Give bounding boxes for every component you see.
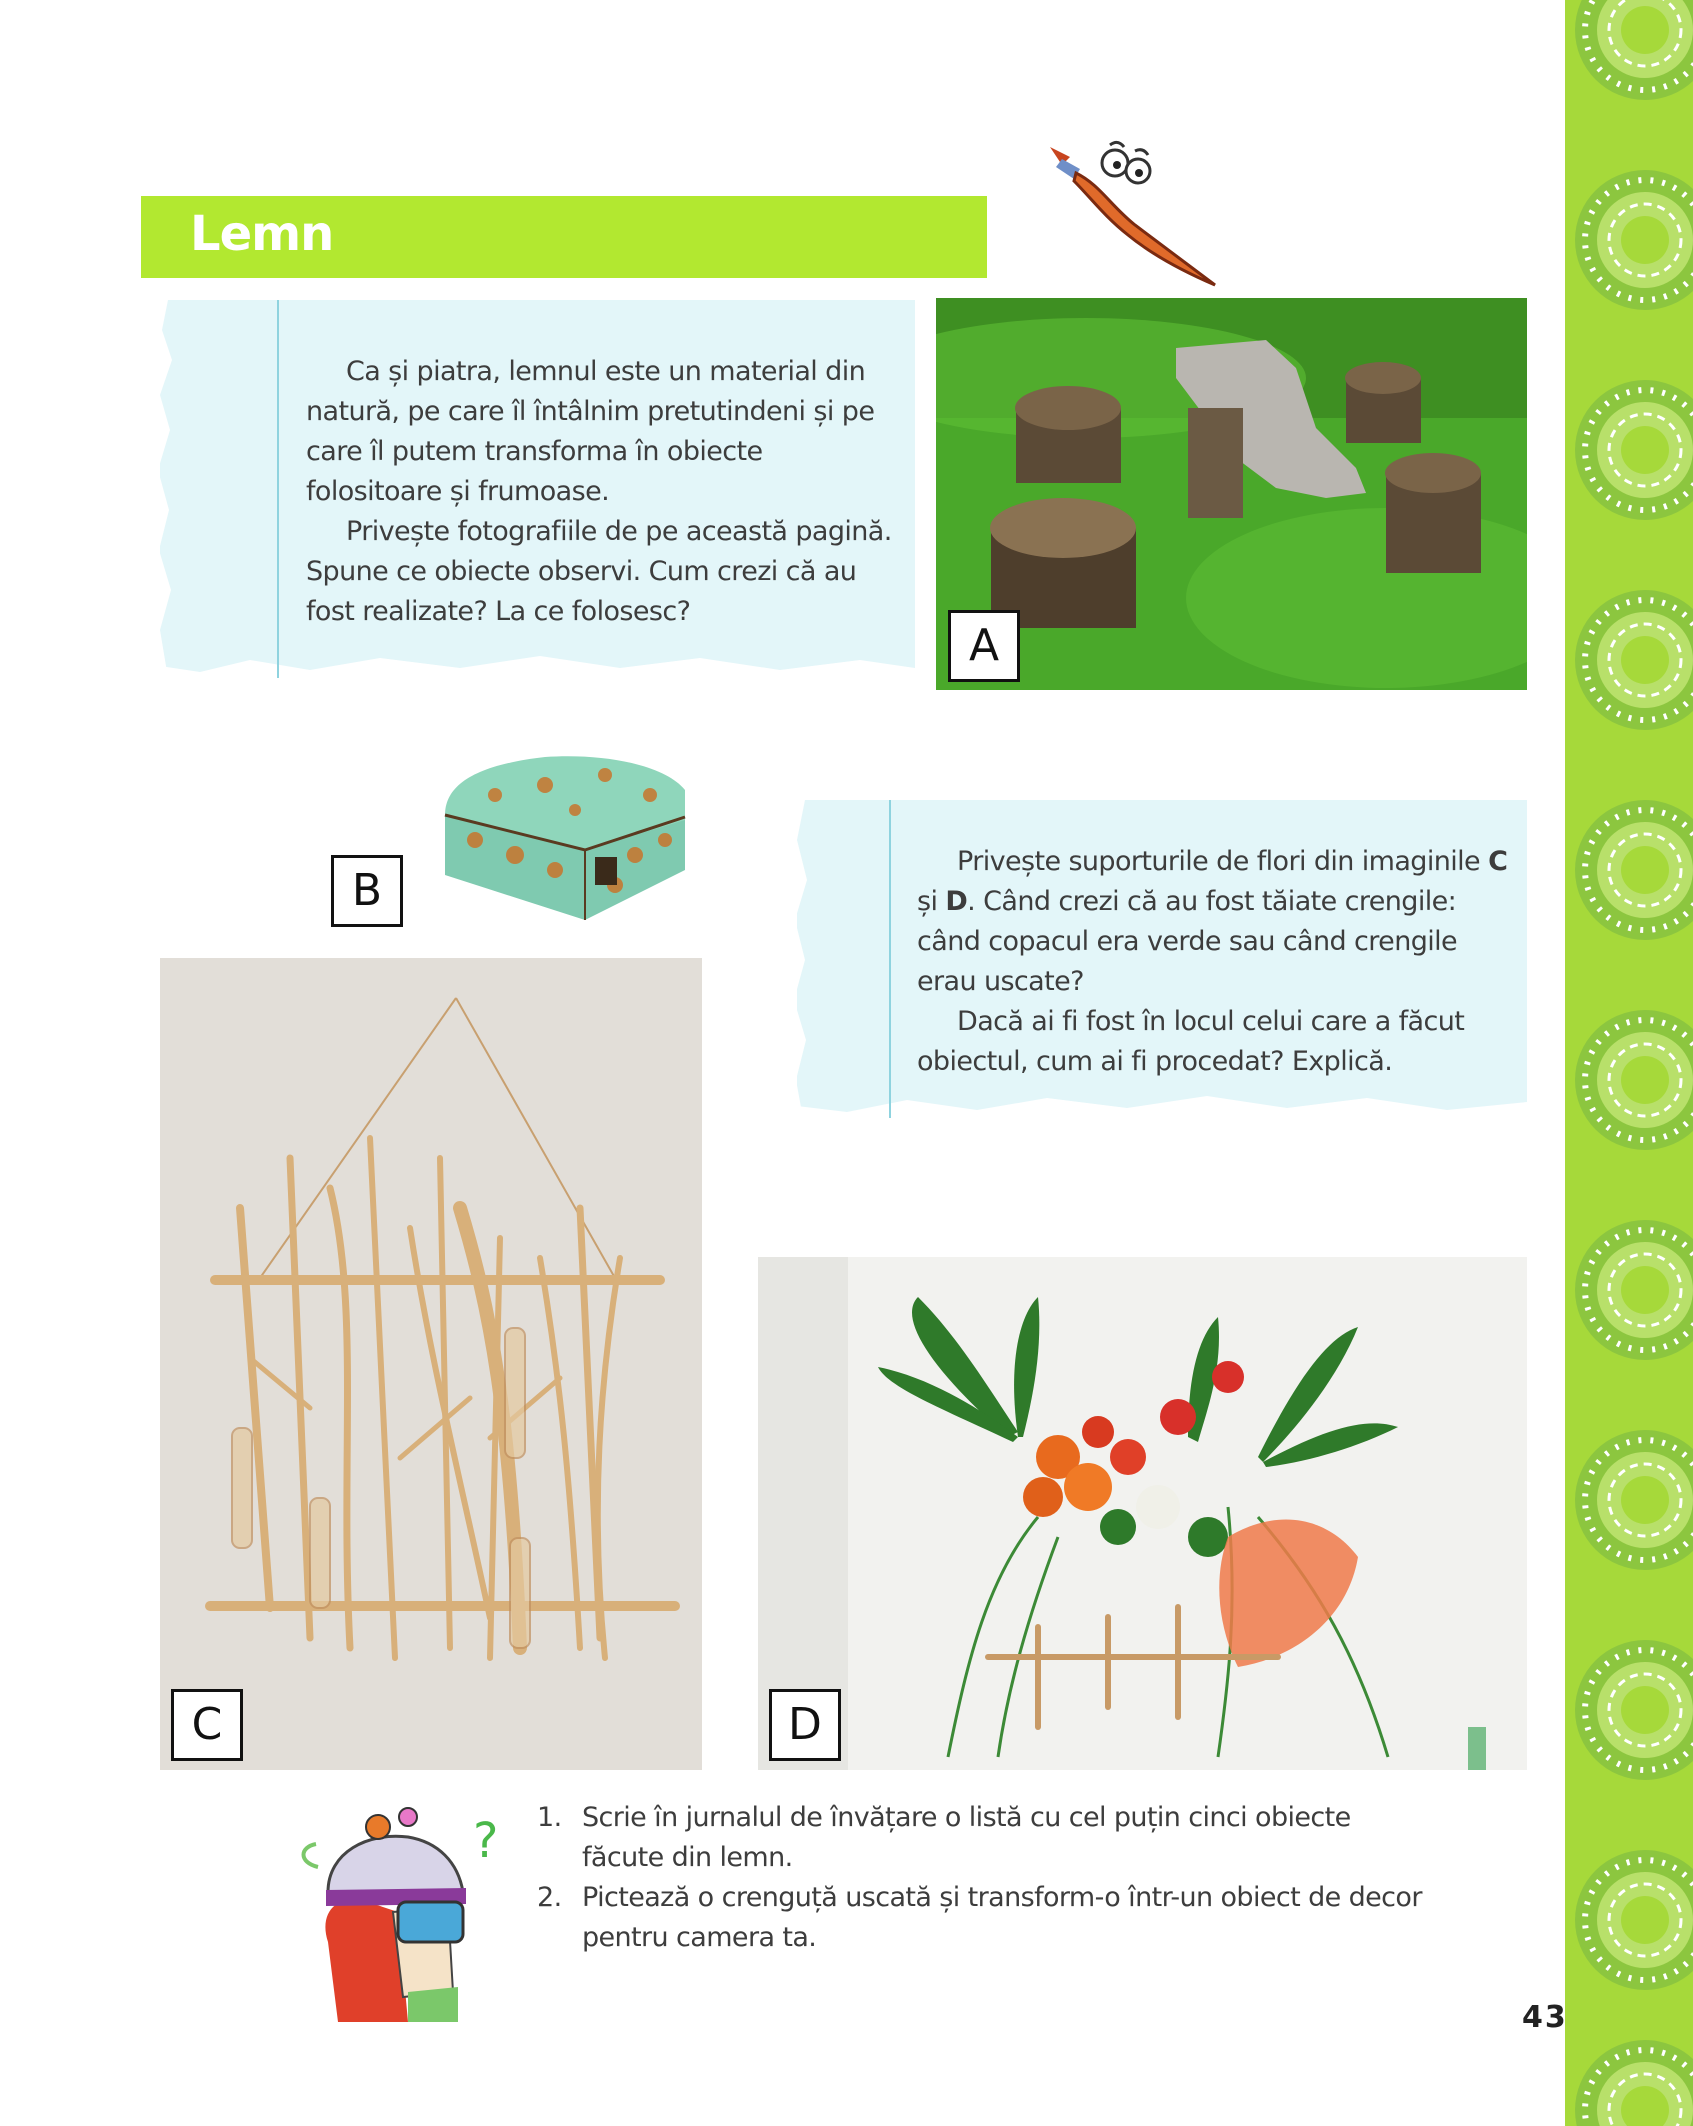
label-d: D [769, 1689, 841, 1761]
intro-paragraph-1: Ca și piatra, lemnul este un material din natură, pe care îl întâlnim pretutindeni și pe care îl putem transforma în obiecte folositoare și frumoase. [306, 356, 875, 507]
task-list [537, 1798, 1437, 1958]
torn-bottom-edge-decoration [797, 1090, 1527, 1118]
question-note-box [797, 800, 1527, 1118]
margin-line [889, 800, 891, 1118]
photo-d-flower-arrangement [758, 1257, 1527, 1770]
decorative-side-strip [1565, 0, 1693, 2126]
photo-a-garden-furniture [936, 298, 1527, 690]
question-paragraph-2: Dacă ai fi fost în locul celui care a făcut obiectul, cum ai fi procedat? Explică. [917, 1006, 1465, 1077]
twig-holder-image [160, 958, 702, 1770]
photo-c-twig-holder [160, 958, 702, 1770]
bold-label-d: D [945, 886, 968, 917]
page-number: 43 [1522, 2000, 1568, 2035]
task-text: Scrie în jurnalul de învățare o listă cu cel puțin cinci obiecte făcute din lemn. [582, 1802, 1351, 1873]
torn-edge-decoration [154, 300, 184, 678]
paintbrush-character-icon [1040, 135, 1220, 290]
task-number: 1. [537, 1802, 562, 1833]
title-bar [141, 196, 987, 278]
torn-edge-decoration [789, 800, 819, 1118]
intro-note-box [160, 300, 915, 678]
bold-label-c: C [1488, 846, 1508, 877]
painted-wooden-chest-image [435, 745, 695, 925]
label-b: B [331, 855, 403, 927]
question-text [917, 842, 1517, 1082]
torn-bottom-edge-decoration [160, 648, 915, 678]
task-text: Pictează o crenguță uscată și transform-o într-un obiect de decor pentru camera ta. [582, 1882, 1422, 1953]
task-item [537, 1878, 1437, 1958]
question-paragraph-1: Privește suporturile de flori din imaginile C și D. Când crezi că au fost tăiate crengile: când copacul era verde sau când crengile erau uscate? [917, 846, 1508, 997]
task-number: 2. [537, 1882, 562, 1913]
intro-text [306, 352, 901, 632]
task-item [537, 1798, 1437, 1878]
flower-arrangement-image [758, 1257, 1527, 1770]
intro-paragraph-2: Privește fotografiile de pe această pagină. Spune ce obiecte observi. Cum crezi că au fost realizate? La ce folosesc? [306, 516, 892, 627]
margin-line [277, 300, 279, 678]
page-title: Lemn [190, 206, 334, 262]
label-c: C [171, 1689, 243, 1761]
circle-pattern-decoration [1565, 0, 1693, 2126]
thinking-child-character-icon [298, 1792, 518, 2027]
svg-text:?: ? [473, 1813, 499, 1869]
garden-furniture-image [936, 298, 1527, 690]
label-a: A [948, 610, 1020, 682]
